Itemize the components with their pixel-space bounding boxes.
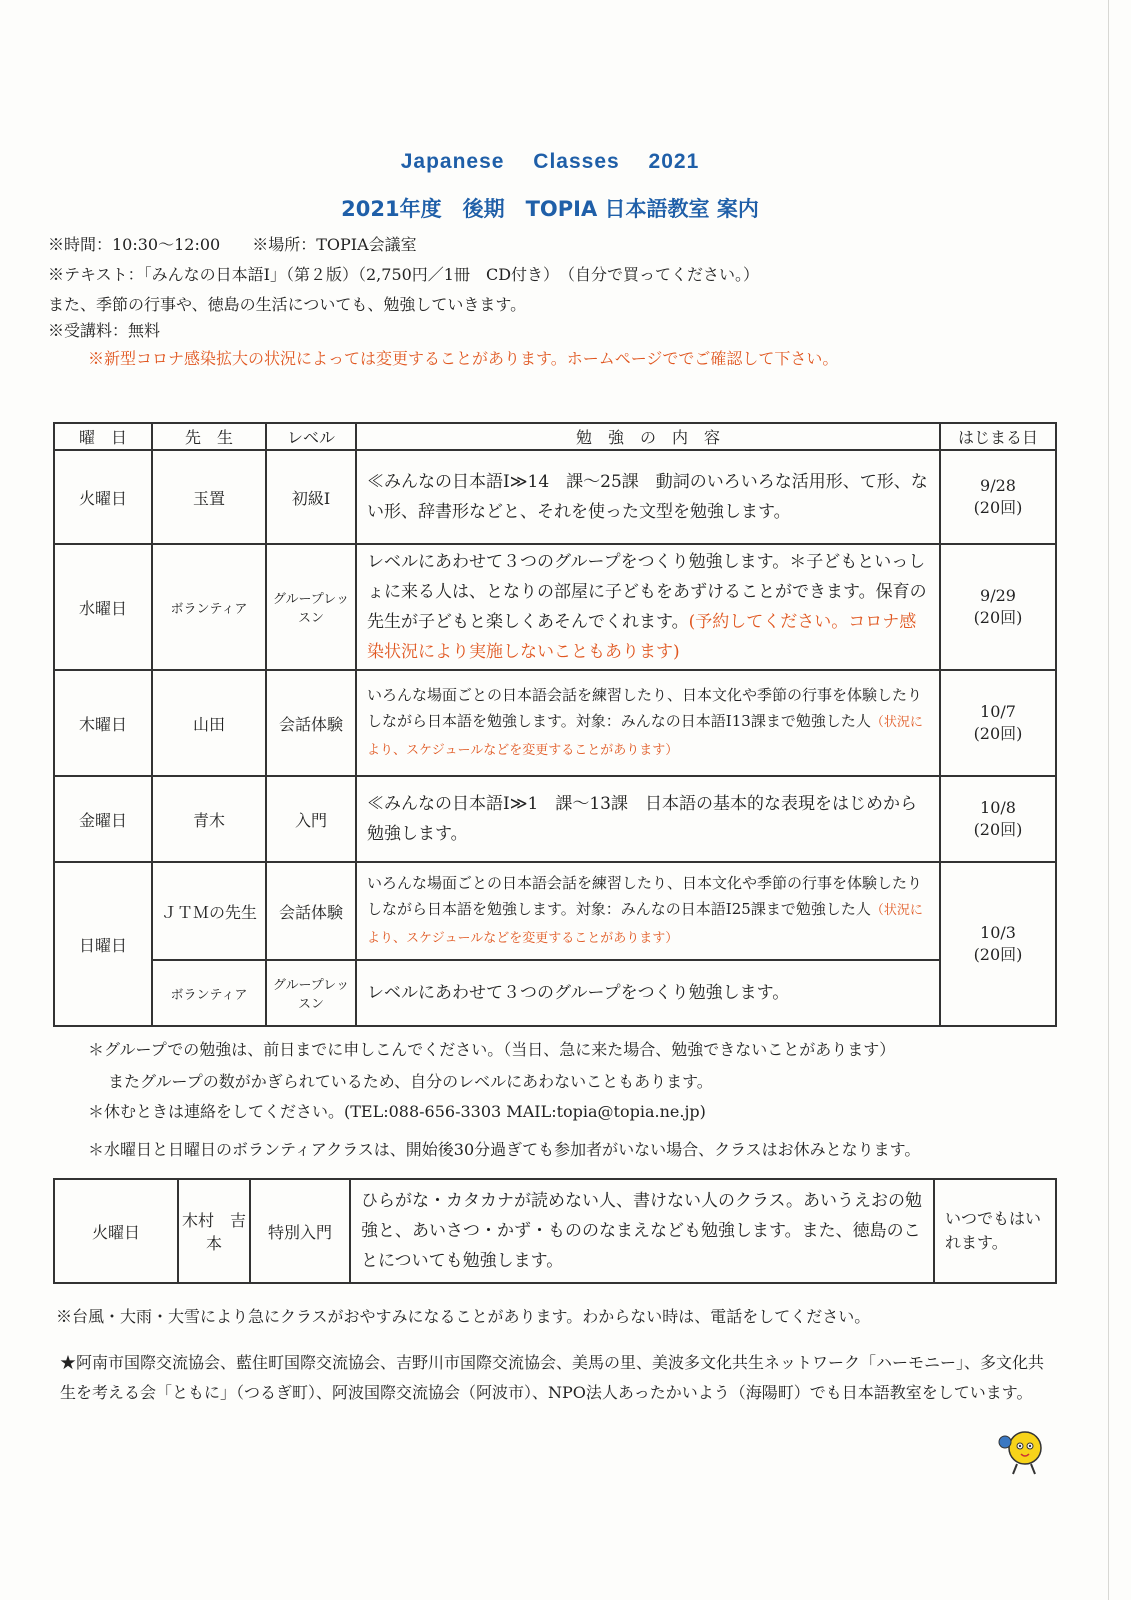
session-count: (20回) [973, 820, 1023, 839]
content-cell [356, 862, 940, 960]
table-row [54, 776, 1056, 862]
page-edge [1108, 0, 1109, 1600]
start-cell [940, 670, 1056, 776]
session-count: (20回) [973, 498, 1023, 517]
note-contact: ＊休むときは連絡をしてください。(TEL:088-656-3303 MAIL:topia@topia.ne.jp) [88, 1102, 706, 1121]
content-text: いろんな場面ごとの日本語会話を練習したり、日本文化や季節の行事を体験したりしながら日本語を勉強します。対象：みんなの日本語Ⅰ13課まで勉強した人 [367, 686, 923, 730]
header-teacher: 先 生 [152, 423, 266, 450]
content-warning: (予約してください。コロナ感染状況により実施しないこともあります) [367, 612, 917, 662]
content-cell: ひらがな・カタカナが読めない人、書けない人のクラス。あいうえおの勉強と、あいさつ・かず・もののなまえなども勉強します。また、徳島のことについても勉強します。 [350, 1179, 934, 1283]
schedule-table [53, 422, 1057, 1027]
table-row [54, 862, 1056, 960]
session-count: (20回) [973, 724, 1023, 743]
day-cell: 火曜日 [54, 450, 152, 544]
teacher-cell: 山田 [152, 670, 266, 776]
content-cell: ≪みんなの日本語Ⅰ≫14 課〜25課 動詞のいろいろな活用形、て形、ない形、辞書形などと、それを使った文型を勉強します。 [356, 450, 940, 544]
content-cell [356, 544, 940, 670]
day-cell: 水曜日 [54, 544, 152, 670]
info-corona: ※新型コロナ感染拡大の状況によっては変更することがあります。ホームページででご確認して下さい。 [88, 349, 839, 368]
start-date: 9/29 [980, 586, 1016, 605]
start-date: 10/7 [980, 702, 1016, 721]
header-level: レベル [266, 423, 356, 450]
session-count: (20回) [973, 608, 1023, 627]
day-cell: 金曜日 [54, 776, 152, 862]
start-cell [940, 776, 1056, 862]
note-group-limit: またグループの数がかぎられているため、自分のレベルにあわないこともあります。 [108, 1072, 713, 1091]
level-cell: グループレッスン [266, 960, 356, 1026]
header-day: 曜 日 [54, 423, 152, 450]
info-also: また、季節の行事や、徳島の生活についても、勉強していきます。 [48, 295, 527, 314]
level-cell: グループレッスン [266, 544, 356, 670]
table-row [54, 960, 1056, 1026]
teacher-cell: ボランティア [152, 544, 266, 670]
header-content: 勉 強 の 内 容 [356, 423, 940, 450]
title-japanese: 2021年度 後期 TOPIA 日本語教室 案内 [341, 197, 759, 221]
content-cell: ≪みんなの日本語Ⅰ≫1 課〜13課 日本語の基本的な表現をはじめから勉強します。 [356, 776, 940, 862]
day-cell: 木曜日 [54, 670, 152, 776]
start-cell: いつでもはいれます。 [934, 1179, 1056, 1283]
table-row [54, 450, 1056, 544]
note-volunteer: ＊水曜日と日曜日のボランティアクラスは、開始後30分過ぎても参加者がいない場合、クラスはお休みとなります。 [88, 1140, 921, 1159]
start-date: 10/8 [980, 798, 1016, 817]
start-cell [940, 450, 1056, 544]
footer-weather: ※台風・大雨・大雪により急にクラスがおやすみになることがあります。わからない時は、電話をしてください。 [56, 1307, 871, 1326]
level-cell: 会話体験 [266, 862, 356, 960]
info-fee: ※受講料：無料 [48, 321, 161, 340]
note-group: ＊グループでの勉強は、前日までに申しこんでください。（当日、急に来た場合、勉強できないことがあります） [88, 1040, 896, 1059]
level-cell: 初級Ⅰ [266, 450, 356, 544]
footer-orgs: ★阿南市国際交流協会、藍住町国際交流協会、吉野川市国際交流協会、美馬の里、美波多文化共生ネットワーク「ハーモニー」、多文化共生を考える会「ともに」（つるぎ町）、阿波国際交流協会（阿波市）、NPO法人あったかいよう（海陽町）でも日本語教室をしています。 [60, 1353, 1045, 1402]
start-cell [940, 544, 1056, 670]
level-cell: 特別入門 [250, 1179, 350, 1283]
session-count: (20回) [973, 945, 1023, 964]
table-row [54, 1179, 1056, 1283]
info-time-place: ※時間：10:30〜12:00 ※場所：TOPIA会議室 [48, 235, 417, 254]
teacher-cell: ボランティア [152, 960, 266, 1026]
title-english: Japanese Classes 2021 [400, 150, 700, 173]
day-cell: 火曜日 [54, 1179, 178, 1283]
info-text: ※テキスト：「みんなの日本語Ⅰ」（第２版）（2,750円／1冊 CD付き） （自分で買ってください。） [48, 265, 760, 284]
mascot-icon [995, 1424, 1047, 1476]
table-row [54, 544, 1056, 670]
start-cell [940, 862, 1056, 1026]
start-date: 9/28 [980, 476, 1016, 495]
teacher-cell: 木村 吉本 [178, 1179, 250, 1283]
content-cell: レベルにあわせて３つのグループをつくり勉強します。 [356, 960, 940, 1026]
day-cell: 日曜日 [54, 862, 152, 1026]
content-cell [356, 670, 940, 776]
teacher-cell: ＪＴＭの先生 [152, 862, 266, 960]
level-cell: 会話体験 [266, 670, 356, 776]
content-warning: （状況により、スケジュールなどを変更することがあります） [367, 903, 923, 946]
content-text: いろんな場面ごとの日本語会話を練習したり、日本文化や季節の行事を体験したりしながら日本語を勉強します。対象：みんなの日本語Ⅰ25課まで勉強した人 [367, 874, 923, 918]
level-cell: 入門 [266, 776, 356, 862]
table-row [54, 670, 1056, 776]
header-start: はじまる日 [940, 423, 1056, 450]
teacher-cell: 玉置 [152, 450, 266, 544]
teacher-cell: 青木 [152, 776, 266, 862]
start-date: 10/3 [980, 923, 1016, 942]
content-warning: （状況により、スケジュールなどを変更することがあります） [367, 715, 923, 758]
special-class-table [53, 1178, 1057, 1284]
content-text: レベルにあわせて３つのグループをつくり勉強します。＊子どもといっしょに来る人は、となりの部屋に子どもをあずけることができます。保育の先生が子どもと楽しくあそんでくれます。 [367, 552, 927, 632]
